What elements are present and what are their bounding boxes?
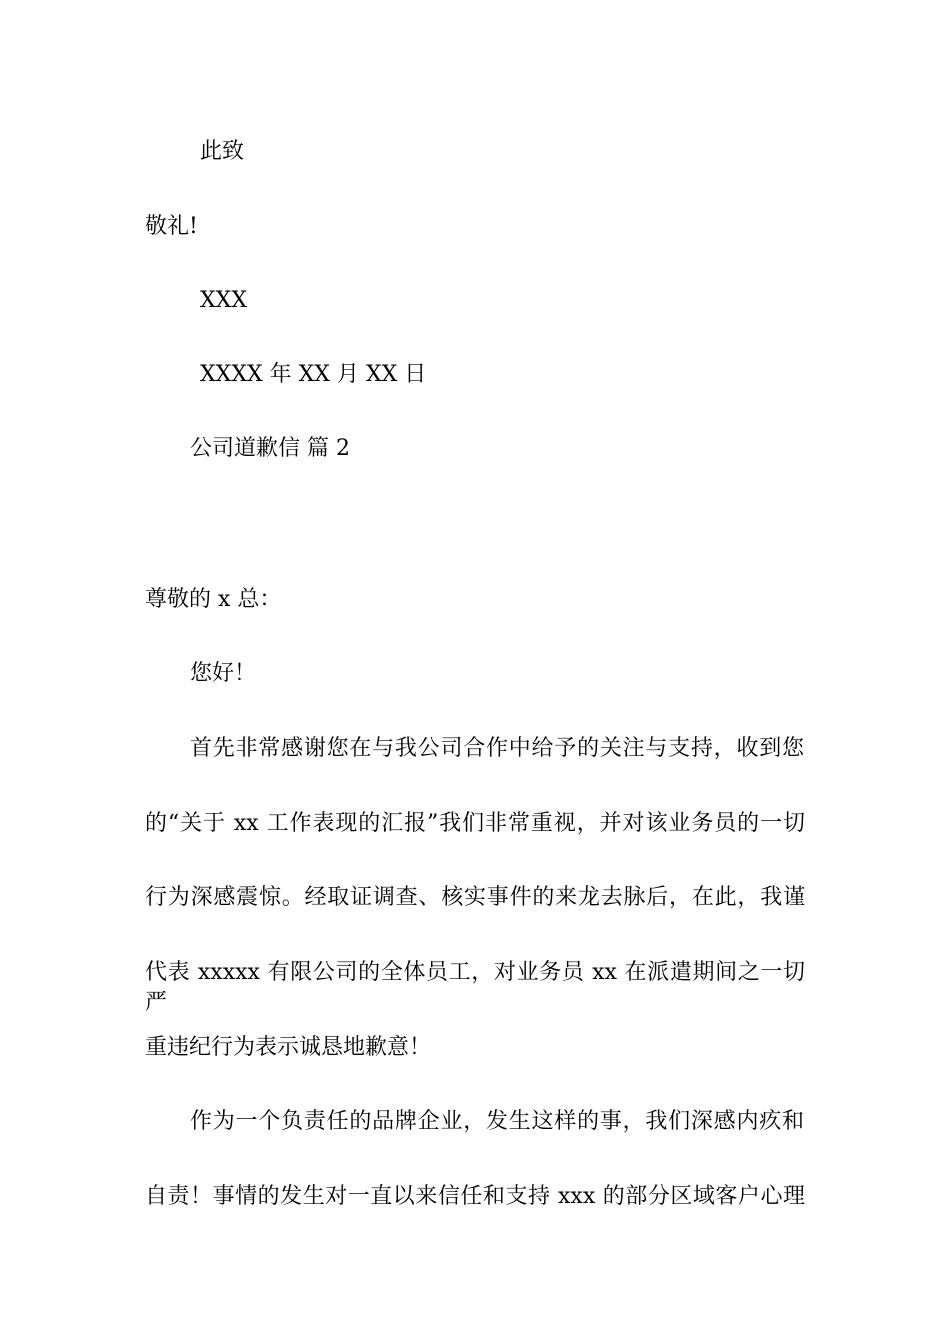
paragraph-1-line-4: 代表 xxxxx 有限公司的全体员工，对业务员 xx 在派遣期间之一切严 bbox=[145, 960, 805, 1015]
greeting: 您好！ bbox=[190, 661, 257, 686]
section-heading: 公司道歉信 篇 2 bbox=[190, 436, 350, 461]
letter-date: XXXX 年 XX 月 XX 日 bbox=[200, 362, 427, 387]
closing-line-2: 敬礼! bbox=[145, 214, 198, 239]
paragraph-1-line-5: 重违纪行为表示诚恳地歉意！ bbox=[145, 1035, 432, 1060]
closing-line-1: 此致 bbox=[200, 139, 245, 164]
paragraph-1-line-3: 行为深感震惊。经取证调查、核实事件的来龙去脉后，在此，我谨 bbox=[145, 885, 805, 910]
salutation: 尊敬的 x 总： bbox=[145, 587, 282, 612]
paragraph-1-line-1: 首先非常感谢您在与我公司合作中给予的关注与支持，收到您 bbox=[190, 736, 804, 761]
paragraph-1-line-2: 的“关于 xx 工作表现的汇报”我们非常重视，并对该业务员的一切 bbox=[145, 811, 806, 836]
paragraph-2-line-1: 作为一个负责任的品牌企业，发生这样的事，我们深感内疚和 bbox=[190, 1109, 804, 1134]
signer-name: XXX bbox=[200, 288, 247, 313]
paragraph-2-line-2: 自责！事情的发生对一直以来信任和支持 xxx 的部分区域客户心理 bbox=[145, 1184, 805, 1209]
